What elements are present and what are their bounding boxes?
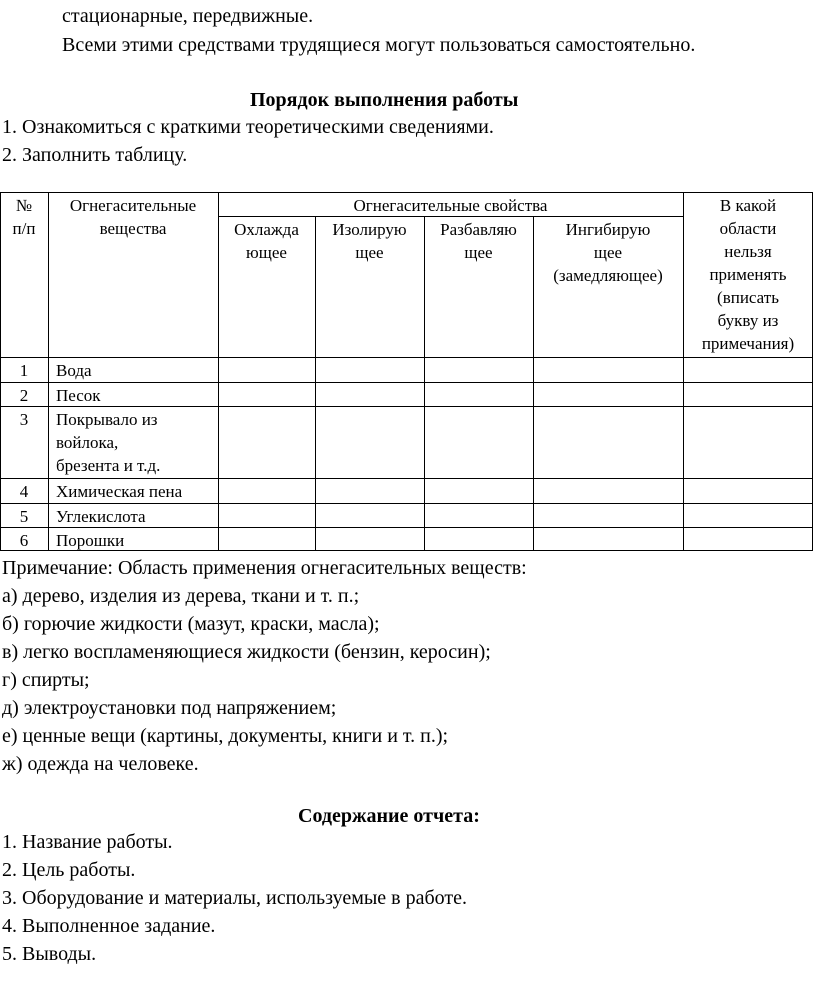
intro-line-1: стационарные, передвижные. [62, 5, 314, 27]
table-row-num: 2 [19, 386, 29, 405]
header-substance: Огнегасительные вещества [69, 196, 197, 238]
report-item-5: 5. Выводы. [2, 943, 97, 965]
report-item-2: 2. Цель работы. [2, 859, 136, 881]
table-row-name: Вода [56, 361, 92, 380]
report-item-1: 1. Название работы. [2, 831, 173, 853]
procedure-step-2: 2. Заполнить таблицу. [2, 144, 188, 166]
note-item-b: б) горючие жидкости (мазут, краски, масла); [2, 613, 380, 635]
header-isolating: Изолирую щее [332, 220, 407, 262]
table-row-name: Песок [56, 386, 101, 405]
table-row-num: 3 [19, 410, 29, 429]
header-forbidden-area: В какой области нельзя применять (вписать букву из примечания) [701, 196, 795, 353]
note-item-e: е) ценные вещи (картины, документы, книги и т. п.); [2, 725, 449, 747]
table-row-num: 6 [19, 531, 29, 550]
table-row-name: Химическая пена [56, 482, 183, 501]
header-properties-group: Огнегасительные свойства [353, 196, 548, 215]
procedure-step-1: 1. Ознакомиться с краткими теоретическими сведениями. [2, 116, 494, 138]
note-item-d: д) электроустановки под напряжением; [2, 697, 337, 719]
procedure-title: Порядок выполнения работы [250, 89, 519, 111]
note-title: Примечание: Область применения огнегасительных веществ: [2, 557, 527, 579]
report-item-4: 4. Выполненное задание. [2, 915, 216, 937]
table-row-num: 4 [19, 482, 29, 501]
table-row-num: 1 [19, 361, 29, 380]
report-title: Содержание отчета: [298, 805, 480, 827]
header-num: № п/п [12, 196, 36, 238]
table-row-name: Покрывало из войлока, брезента и т.д. [56, 410, 161, 475]
header-diluting: Разбавляю щее [440, 220, 517, 262]
note-item-zh: ж) одежда на человеке. [2, 753, 199, 775]
note-item-v: в) легко воспламеняющиеся жидкости (бензин, керосин); [2, 641, 491, 663]
table-row-num: 5 [19, 507, 29, 526]
header-cooling: Охлажда ющее [234, 220, 299, 262]
note-item-g: г) спирты; [2, 669, 90, 691]
intro-line-2: Всеми этими средствами трудящиеся могут пользоваться самостоятельно. [62, 34, 696, 56]
table-row-name: Углекислота [56, 507, 146, 526]
report-item-3: 3. Оборудование и материалы, используемые в работе. [2, 887, 468, 909]
table-row-name: Порошки [56, 531, 125, 550]
header-inhibiting: Ингибирую щее (замедляющее) [553, 220, 663, 285]
note-item-a: а) дерево, изделия из дерева, ткани и т. п.; [2, 585, 360, 607]
